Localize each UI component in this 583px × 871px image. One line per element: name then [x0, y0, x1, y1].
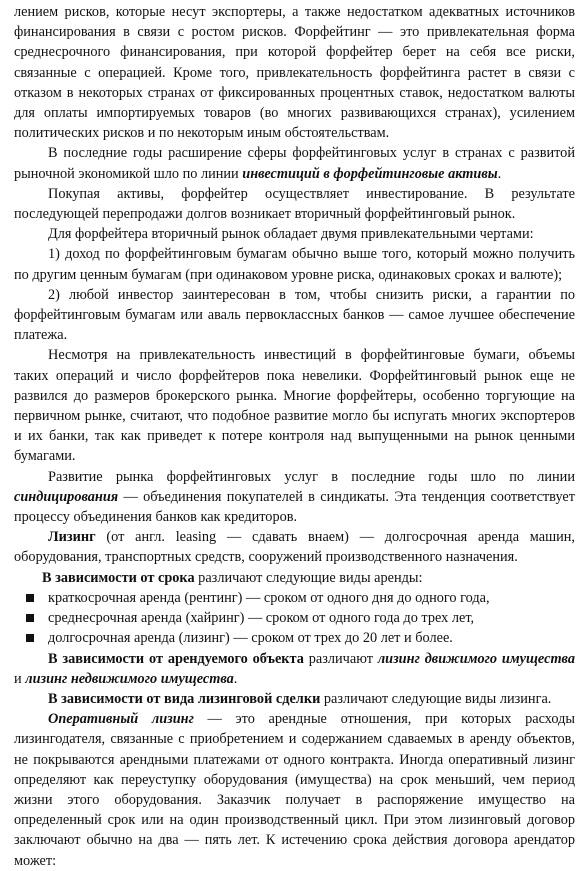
- emphasis-text: инвестиций в форфейтинговые активы: [242, 165, 498, 182]
- square-bullet-icon: [26, 614, 34, 622]
- paragraph-text: Развитие рынка форфейтинговых услуг в последние годы шло по линии: [48, 468, 575, 485]
- paragraph: [14, 467, 575, 528]
- emphasis-text: лизинг движимого имущества: [377, 650, 575, 667]
- square-bullet-icon: [26, 594, 34, 602]
- term-text: Лизинг: [48, 529, 96, 546]
- emphasis-text: Оперативный лизинг: [48, 711, 194, 728]
- paragraph-text: различают следующие виды аренды:: [194, 569, 423, 586]
- emphasis-text: синдицирования: [14, 488, 119, 505]
- paragraph: [14, 709, 575, 871]
- bullet-list: [14, 588, 575, 649]
- paragraph-text: (от англ. leasing — сдавать внаем) — долгосрочная аренда машин, оборудования, транспортных средств, сооружений производственного назначения.: [14, 529, 575, 566]
- list-item-text: краткосрочная аренда (рентинг) — сроком от одного дня до одного года,: [48, 589, 490, 606]
- paragraph-text: — это арендные отношения, при которых расходы лизингодателя, связанные с приобретением и содержанием сдаваемых в аренду объектов, не покрываются арендными платежами от одного контракта. Иногда оперативный лизинг определяют как переуступку оборудования (имущества) на срок меньший, чем период жизни этого оборудования. Заказчик получает в распоряжение имущество на определенный срок или на один производственный цикл. При этом лизинговый договор заключают обычно на два — пять лет. К истечению срока действия договора арендатор может:: [14, 711, 575, 869]
- list-item: [26, 588, 575, 608]
- paragraph: [14, 689, 575, 709]
- list-item-text: среднесрочная аренда (хайринг) — сроком от одного года до трех лет,: [48, 610, 475, 627]
- paragraph: [14, 143, 575, 183]
- paragraph: [14, 527, 575, 567]
- paragraph: Для форфейтера вторичный рынок обладает двумя привлекательными чертами:: [48, 226, 534, 243]
- paragraph-text: В последние годы расширение сферы форфейтинговых услуг в странах с развитой рыночной экономикой шло по линии: [14, 145, 575, 182]
- paragraph-text: и: [14, 670, 26, 687]
- square-bullet-icon: [26, 634, 34, 642]
- term-text: В зависимости от срока: [42, 569, 195, 586]
- list-item: [26, 628, 575, 648]
- paragraph: [14, 649, 575, 689]
- paragraph: [14, 568, 575, 588]
- paragraph-text: различают следующие виды лизинга.: [320, 690, 552, 707]
- paragraph: Несмотря на привлекательность инвестиций в форфейтинговые бумаги, объемы таких операций и число форфейтеров пока невелики. Форфейтинговый рынок еще не развился до размеров брокерского рынка. Многие форфейтеры, особенно торгующие на первичном рынке, считают, что подобное развитие могло бы испугать многих экспортеров и их банки, так как приведет к потере контроля над выпущенными на рынок ценными бумагами.: [14, 347, 575, 465]
- paragraph-text: различают: [303, 650, 378, 667]
- list-item: [26, 608, 575, 628]
- paragraph-text: .: [497, 165, 502, 182]
- paragraph: лением рисков, которые несут экспортеры, а также недостатком адекватных источников финансирования в связи с ростом рисков. Форфейтинг — это привлекательная форма среднесрочного финансирования, при которой форфейтер берет на себя все риски, связанные с операцией. Кроме того, привлекательность форфейтинга растет в связи с отказом в некоторых странах от фиксированных процентных ставок, недостатком валюты для оплаты импортируемых товаров (во многих развивающихся странах), усилением политических рисков и по некоторым иным обстоятельствам.: [14, 4, 575, 142]
- paragraph-text: — объединения покупателей в синдикаты. Эта тенденция соответствует процессу объединения банков как кредиторов.: [14, 488, 575, 526]
- paragraph: Покупая активы, форфейтер осуществляет инвестирование. В результате последующей перепродажи долгов возникает вторичный форфейтинговый рынок.: [14, 185, 575, 223]
- list-item-text: долгосрочная аренда (лизинг) — сроком от трех до 20 лет и более.: [48, 630, 453, 647]
- term-text: В зависимости от вида лизинговой сделки: [48, 690, 321, 707]
- term-text: В зависимости от арендуемого объекта: [48, 650, 304, 667]
- numbered-item: 2) любой инвестор заинтересован в том, чтобы снизить риски, а гарантии по форфейтинговым бумагам или аваль первоклассных банков — самое лучшее обеспечение платежа.: [14, 286, 575, 344]
- numbered-item: 1) доход по форфейтинговым бумагам обычно выше того, который можно получить по другим ценным бумагам (при одинаковом уровне риска, одинаковых сроках и валюте);: [14, 246, 575, 283]
- paragraph-text: .: [233, 670, 238, 687]
- emphasis-text: лизинг недвижимого имущества: [25, 670, 234, 687]
